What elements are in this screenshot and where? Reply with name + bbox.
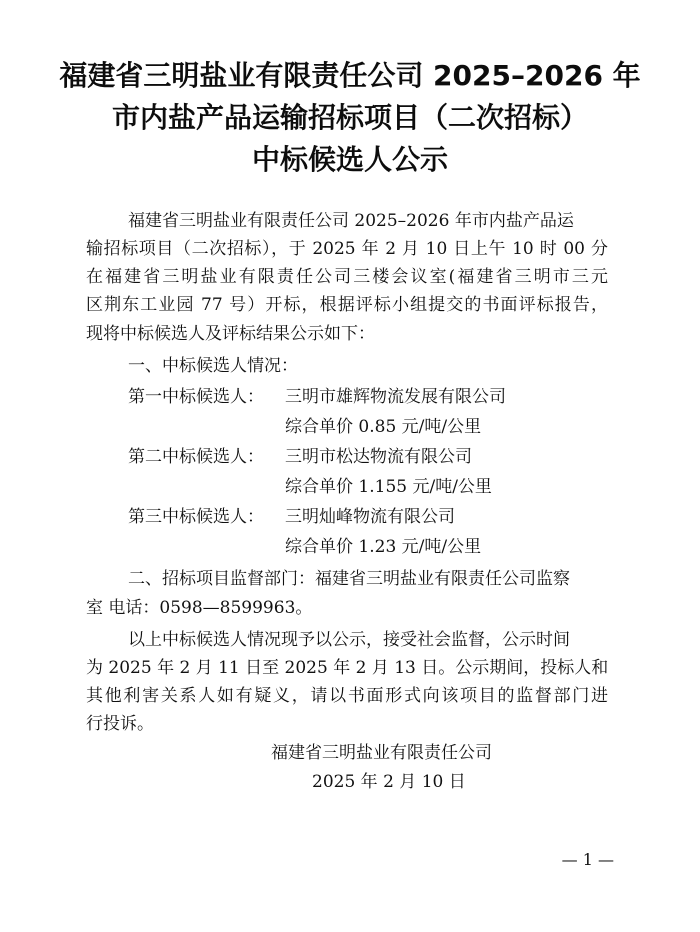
notice-line-1: 以上中标候选人情况现予以公示，接受社会监督，公示时间 (128, 630, 570, 650)
candidate-2-name: 三明市松达物流有限公司 (285, 447, 472, 467)
candidate-3-price: 综合单价 1.23 元/吨/公里 (285, 537, 482, 557)
intro-line-1: 福建省三明盐业有限责任公司 2025–2026 年市内盐产品运 (128, 211, 574, 231)
notice-line-3: 其他利害关系人如有疑义，请以书面形式向该项目的监督部门进 (86, 686, 608, 706)
candidate-1-price: 综合单价 0.85 元/吨/公里 (285, 417, 482, 437)
intro-line-2: 输招标项目（二次招标），于 2025 年 2 月 10 日上午 10 时 00 分 (86, 239, 608, 259)
document-title-line-3: 中标候选人公示 (251, 143, 448, 176)
supervision-line-2: 室 电话：0598—8599963。 (86, 598, 313, 618)
candidates-heading: 一、中标候选人情况： (128, 356, 298, 376)
intro-line-3: 在福建省三明盐业有限责任公司三楼会议室(福建省三明市三元 (86, 267, 608, 287)
candidate-1-name: 三明市雄辉物流发展有限公司 (285, 387, 506, 407)
page-number: — 1 — (561, 850, 614, 869)
candidate-2-label: 第二中标候选人： (128, 447, 264, 467)
supervision-line-1: 二、招标项目监督部门：福建省三明盐业有限责任公司监察 (128, 569, 570, 589)
document-title-line-2: 市内盐产品运输招标项目（二次招标） (111, 101, 588, 134)
candidate-3-label: 第三中标候选人： (128, 507, 264, 527)
candidate-3-name: 三明灿峰物流有限公司 (285, 507, 455, 527)
notice-line-2: 为 2025 年 2 月 11 日至 2025 年 2 月 13 日。公示期间，投标人和 (86, 658, 609, 678)
intro-line-4: 区荆东工业园 77 号）开标，根据评标小组提交的书面评标报告， (86, 295, 608, 315)
intro-line-5: 现将中标候选人及评标结果公示如下： (86, 324, 375, 344)
notice-line-4: 行投诉。 (86, 714, 154, 734)
signature-date: 2025 年 2 月 10 日 (312, 772, 466, 792)
candidate-2-price: 综合单价 1.155 元/吨/公里 (285, 477, 492, 497)
signature-company: 福建省三明盐业有限责任公司 (271, 743, 492, 763)
document-title-line-1: 福建省三明盐业有限责任公司 2025–2026 年 (59, 59, 641, 92)
candidate-1-label: 第一中标候选人： (128, 387, 264, 407)
